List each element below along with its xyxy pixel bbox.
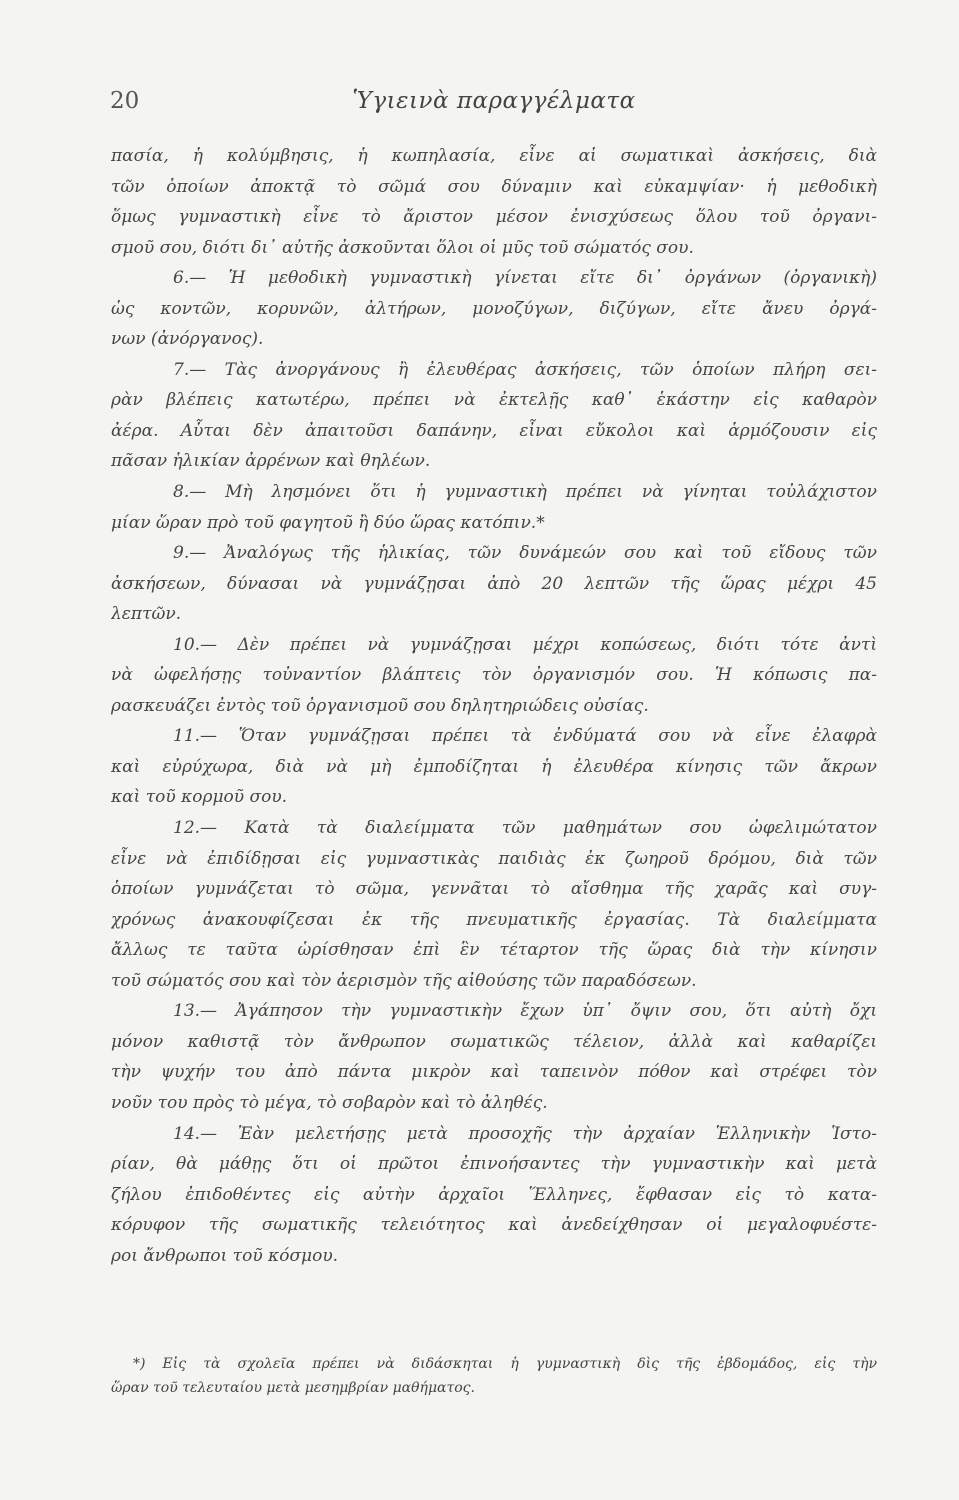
text-line: μόνον καθιστᾷ τὸν ἄνθρωπον σωματικῶς τέλειον, ἀλλὰ καὶ καθαρίζει bbox=[111, 1031, 877, 1052]
text-line: ἄλλως τε ταῦτα ὡρίσθησαν ἐπὶ ἓν τέταρτον τῆς ὥρας διὰ τὴν κίνησιν bbox=[111, 940, 877, 961]
page-header bbox=[110, 88, 878, 122]
text-line: χρόνως ἀνακουφίζεσαι ἐκ τῆς πνευματικῆς ἐργασίας. Τὰ διαλείμματα bbox=[111, 909, 877, 930]
text-line: τοῦ σώματός σου καὶ τὸν ἀερισμὸν τῆς αἰθούσης τῶν παραδόσεων. bbox=[111, 970, 697, 991]
body-text bbox=[111, 141, 877, 1271]
text-line: 7.— Τὰς ἀνοργάνους ἢ ἐλευθέρας ἀσκήσεις, τῶν ὁποίων πλήρη σει- bbox=[173, 359, 877, 380]
text-line: μίαν ὥραν πρὸ τοῦ φαγητοῦ ἢ δύο ὥρας κατόπιν.* bbox=[111, 512, 545, 533]
text-line: εἶνε νὰ ἐπιδίδῃσαι εἰς γυμναστικὰς παιδιὰς ἐκ ζωηροῦ δρόμου, διὰ τῶν bbox=[111, 848, 877, 869]
text-line: 11.— Ὅταν γυμνάζῃσαι πρέπει τὰ ἐνδύματά σου νὰ εἶνε ἐλαφρὰ bbox=[173, 726, 877, 747]
text-line: καὶ τοῦ κορμοῦ σου. bbox=[111, 787, 288, 808]
text-line: ρίαν, θὰ μάθῃς ὅτι οἱ πρῶτοι ἐπινοήσαντες τὴν γυμναστικὴν καὶ μετὰ bbox=[111, 1154, 877, 1175]
text-line: τὴν ψυχήν του ἀπὸ πάντα μικρὸν καὶ ταπεινὸν πόθον καὶ στρέφει τὸν bbox=[111, 1062, 877, 1083]
footnote-line: *) Εἰς τὰ σχολεῖα πρέπει νὰ διδάσκηται ἡ γυμναστικὴ δὶς τῆς ἑβδομάδος, εἰς τὴν bbox=[133, 1356, 877, 1372]
text-line: πασία, ἡ κολύμβησις, ἡ κωπηλασία, εἶνε αἱ σωματικαὶ ἀσκήσεις, διὰ bbox=[111, 146, 877, 166]
text-line: 10.— Δὲν πρέπει νὰ γυμνάζῃσαι μέχρι κοπώσεως, διότι τότε ἀντὶ bbox=[173, 634, 877, 655]
running-title: Ὑγιεινὰ παραγγέλματα bbox=[352, 88, 636, 114]
text-line: ρὰν βλέπεις κατωτέρω, πρέπει νὰ ἐκτελῇς καθ᾽ ἑκάστην εἰς καθαρὸν bbox=[111, 390, 877, 411]
text-line: πᾶσαν ἡλικίαν ἀρρένων καὶ θηλέων. bbox=[111, 451, 431, 472]
text-line: 13.— Ἀγάπησον τὴν γυμναστικὴν ἔχων ὑπ᾽ ὄψιν σου, ὅτι αὐτὴ ὄχι bbox=[173, 1001, 877, 1022]
text-line: ἀέρα. Αὗται δὲν ἀπαιτοῦσι δαπάνην, εἶναι εὔκολοι καὶ ἁρμόζουσιν εἰς bbox=[111, 420, 877, 441]
text-line: νων (ἀνόργανος). bbox=[111, 329, 264, 350]
text-line: νοῦν του πρὸς τὸ μέγα, τὸ σοβαρὸν καὶ τὸ ἀληθές. bbox=[111, 1092, 548, 1113]
text-line: ὅμως γυμναστικὴ εἶνε τὸ ἄριστον μέσον ἐνισχύσεως ὅλου τοῦ ὀργανι- bbox=[111, 207, 877, 228]
text-line: καὶ εὐρύχωρα, διὰ νὰ μὴ ἐμποδίζηται ἡ ἐλευθέρα κίνησις τῶν ἄκρων bbox=[111, 756, 877, 777]
text-line: 12.— Κατὰ τὰ διαλείμματα τῶν μαθημάτων σου ὠφελιμώτατον bbox=[173, 818, 877, 839]
footnote-line: ὥραν τοῦ τελευταίου μετὰ μεσημβρίαν μαθήματος. bbox=[111, 1380, 475, 1396]
text-line: ὡς κοντῶν, κορυνῶν, ἀλτήρων, μονοζύγων, διζύγων, εἴτε ἄνευ ὀργά- bbox=[111, 298, 877, 319]
text-line: ροι ἄνθρωποι τοῦ κόσμου. bbox=[111, 1245, 339, 1266]
page-number: 20 bbox=[110, 88, 140, 114]
text-line: σμοῦ σου, διότι δι᾽ αὐτῆς ἀσκοῦνται ὅλοι οἱ μῦς τοῦ σώματός σου. bbox=[111, 237, 694, 258]
text-line: νὰ ὠφελήσῃς τοὐναντίον βλάπτεις τὸν ὀργανισμόν σου. Ἡ κόπωσις πα- bbox=[111, 665, 877, 686]
text-line: ρασκευάζει ἐντὸς τοῦ ὀργανισμοῦ σου δηλητηριώδεις οὐσίας. bbox=[111, 695, 649, 716]
text-line: ἀσκήσεων, δύνασαι νὰ γυμνάζῃσαι ἀπὸ 20 λεπτῶν τῆς ὥρας μέχρι 45 bbox=[111, 573, 877, 594]
text-line: κόρυφον τῆς σωματικῆς τελειότητος καὶ ἀνεδείχθησαν οἱ μεγαλοφυέστε- bbox=[111, 1215, 877, 1236]
text-line: λεπτῶν. bbox=[111, 604, 182, 625]
footnotes bbox=[111, 1352, 877, 1400]
text-line: 6.— Ἡ μεθοδικὴ γυμναστικὴ γίνεται εἴτε δι᾽ ὀργάνων (ὀργανικὴ) bbox=[173, 268, 877, 289]
text-line: 14.— Ἐὰν μελετήσῃς μετὰ προσοχῆς τὴν ἀρχαίαν Ἑλληνικὴν Ἱστο- bbox=[173, 1123, 877, 1144]
text-line: 9.— Ἀναλόγως τῆς ἡλικίας, τῶν δυνάμεών σου καὶ τοῦ εἴδους τῶν bbox=[173, 543, 877, 564]
text-line: ζήλου ἐπιδοθέντες εἰς αὐτὴν ἀρχαῖοι Ἕλληνες, ἔφθασαν εἰς τὸ κατα- bbox=[111, 1184, 877, 1205]
text-line: τῶν ὁποίων ἀποκτᾷ τὸ σῶμά σου δύναμιν καὶ εὐκαμψίαν· ἡ μεθοδικὴ bbox=[111, 176, 877, 197]
text-line: 8.— Μὴ λησμόνει ὅτι ἡ γυμναστικὴ πρέπει νὰ γίνηται τοὐλάχιστον bbox=[173, 482, 877, 503]
text-line: ὁποίων γυμνάζεται τὸ σῶμα, γεννᾶται τὸ αἴσθημα τῆς χαρᾶς καὶ συγ- bbox=[111, 879, 877, 900]
